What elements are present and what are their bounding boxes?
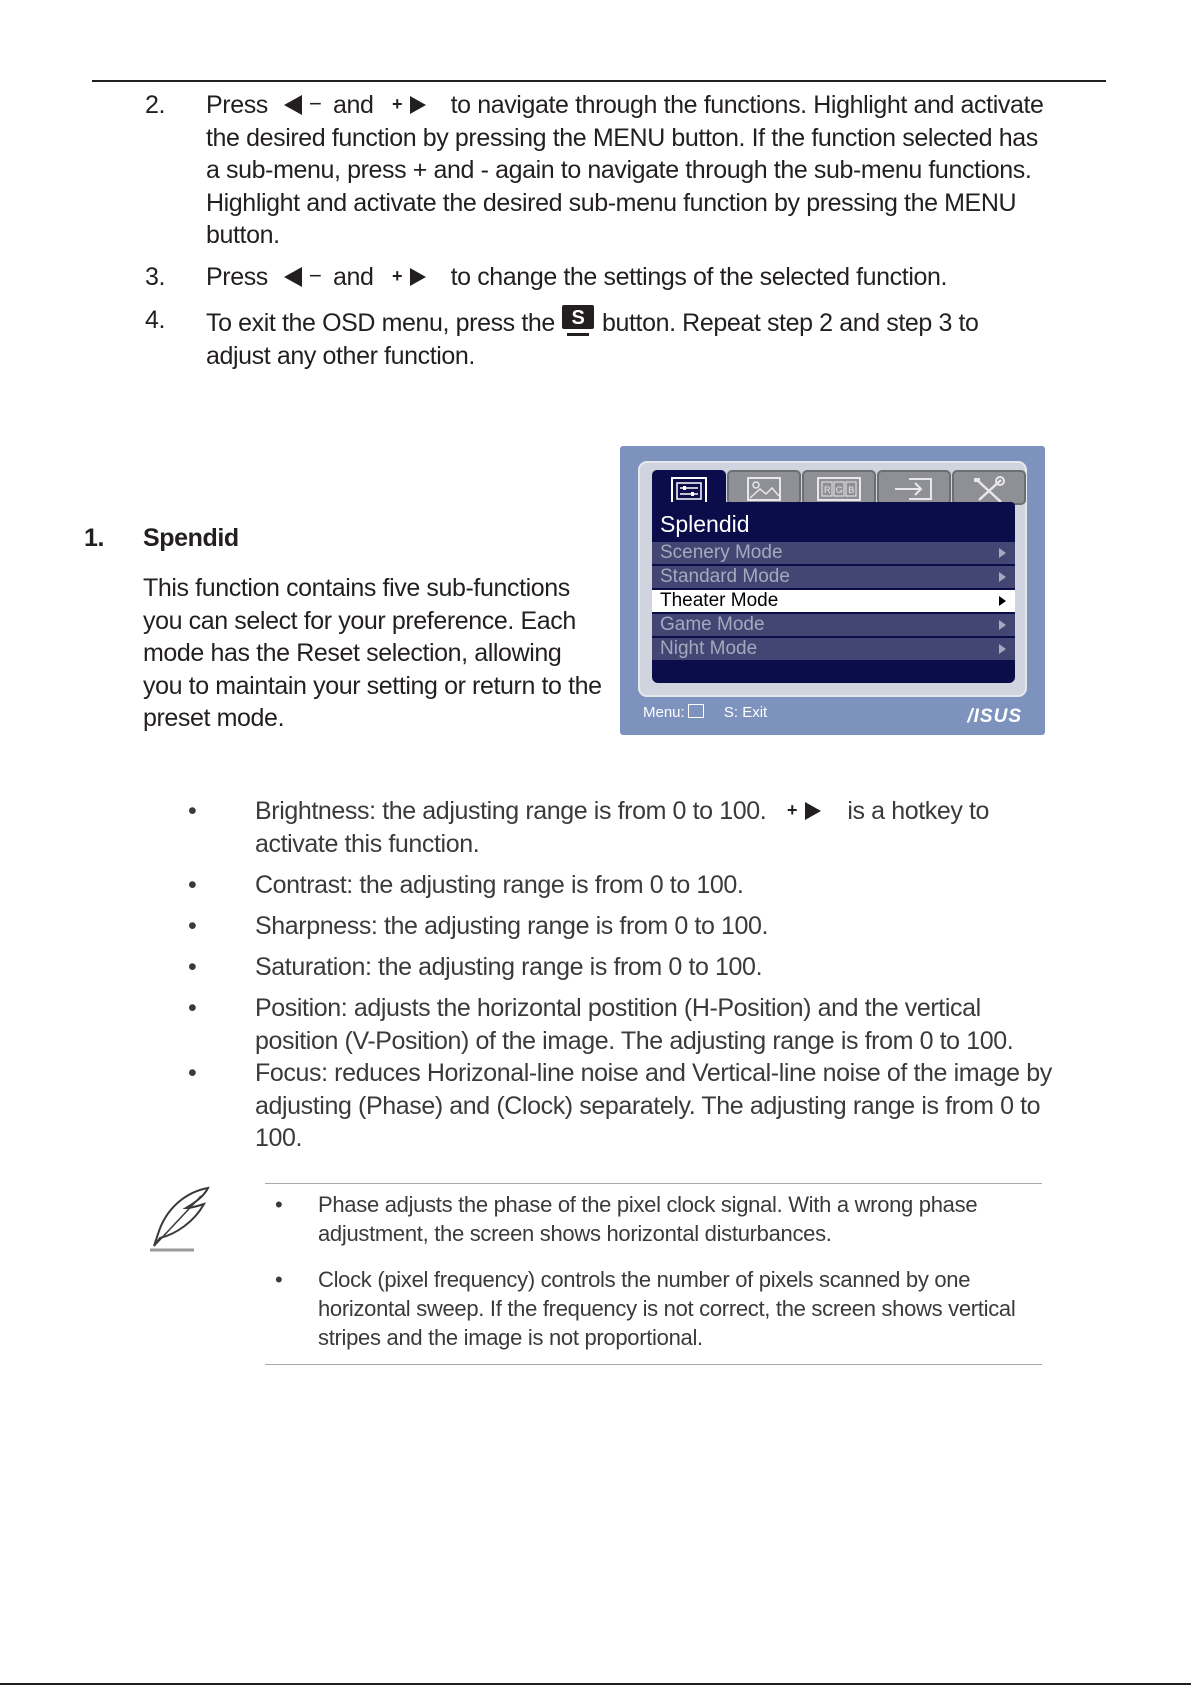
image-icon xyxy=(746,476,782,502)
svg-text:−: − xyxy=(309,93,322,116)
osd-item-night-mode[interactable]: Night Mode xyxy=(652,638,1015,660)
step-number: 3. xyxy=(145,263,166,291)
input-icon xyxy=(891,476,937,502)
osd-tab-color xyxy=(802,470,876,505)
chevron-right-icon xyxy=(999,620,1006,630)
rgb-icon xyxy=(816,476,862,502)
osd-item-game-mode[interactable]: Game Mode xyxy=(652,614,1015,636)
left-triangle-icon xyxy=(282,93,322,117)
osd-menu-screenshot xyxy=(620,446,1045,735)
plus-right-key xyxy=(388,265,432,289)
section-title: Spendid xyxy=(143,524,239,552)
svg-text:G: G xyxy=(835,485,843,495)
chevron-right-icon xyxy=(999,596,1006,606)
svg-text:+: + xyxy=(786,800,797,820)
step-text: Press − and + to change the settings of the selected function. xyxy=(206,263,948,291)
minus-left-key xyxy=(282,265,322,289)
svg-text:−: − xyxy=(309,265,322,288)
osd-item-theater-mode[interactable]: Theater Mode xyxy=(652,590,1015,612)
step-number: 2. xyxy=(145,91,166,119)
s-button-icon xyxy=(561,304,595,337)
osd-content xyxy=(652,502,1015,683)
osd-item-scenery-mode[interactable]: Scenery Mode xyxy=(652,542,1015,564)
bullet-contrast: • Contrast: the adjusting range is from 0 to 100. xyxy=(188,871,744,899)
header-rule xyxy=(92,80,1106,82)
svg-text:+: + xyxy=(392,266,403,286)
section-number: 1. xyxy=(84,524,105,552)
bullet-position: • Position: adjusts the horizontal postition (H-Position) and the vertical position (V-Position) of the image. The adjusting range is from 0 to 100. xyxy=(188,994,1014,1055)
bullet-focus: • Focus: reduces Horizonal-line noise and Vertical-line noise of the image by adjusting (Phase) and (Clock) separately. The adjusting range is from 0 to 100. xyxy=(188,1059,1052,1152)
osd-tab-setup xyxy=(952,470,1026,505)
note-divider-top xyxy=(265,1183,1042,1184)
bullet-saturation: • Saturation: the adjusting range is from 0 to 100. xyxy=(188,953,763,981)
osd-item-standard-mode[interactable]: Standard Mode xyxy=(652,566,1015,588)
chevron-right-icon xyxy=(999,644,1006,654)
bullet-sharpness: • Sharpness: the adjusting range is from 0 to 100. xyxy=(188,912,769,940)
svg-text:B: B xyxy=(848,485,854,495)
section-description: This function contains five sub-functions you can select for your preference. Each mode has the Reset selection, allowing you to maintain your setting or return to the preset mode. xyxy=(143,574,602,732)
step-number: 4. xyxy=(145,306,166,334)
note-divider-bottom xyxy=(265,1364,1042,1365)
note-clock: • Clock (pixel frequency) controls the number of pixels scanned by one horizontal sweep. If the frequency is not correct, the screen shows vertical stripes and the image is not proportional. xyxy=(275,1267,1016,1350)
step-3 xyxy=(145,261,1045,294)
osd-panel xyxy=(638,461,1027,697)
plus-right-key xyxy=(388,93,432,117)
plus-right-key xyxy=(783,799,827,823)
step-text: Press − and + to navigate through the functions. Highlight and activate the desired function by pressing the MENU button. If the function selected has a sub-menu, press + and - again to navigate through the sub-menu functions. Highlight and activate the desired sub-menu function by pressing the MENU button. xyxy=(206,91,1044,249)
step-2 xyxy=(145,89,1045,252)
step-4 xyxy=(145,304,1045,372)
osd-title: Splendid xyxy=(660,511,750,537)
svg-text:R: R xyxy=(823,485,831,495)
step-text: To exit the OSD menu, press the S button. Repeat step 2 and step 3 to adjust any other function. xyxy=(206,304,1045,372)
asus-logo: /ISUS xyxy=(967,706,1022,727)
chevron-right-icon xyxy=(999,572,1006,582)
feather-pen-icon xyxy=(146,1186,216,1254)
left-triangle-icon xyxy=(282,265,322,289)
svg-text:+: + xyxy=(392,94,403,114)
osd-tab-image xyxy=(727,470,801,505)
osd-tab-input xyxy=(877,470,951,505)
chevron-right-icon xyxy=(999,548,1006,558)
svg-text:S: S xyxy=(571,307,585,329)
right-triangle-icon xyxy=(388,93,432,117)
bullet-brightness: • Brightness: the adjusting range is from 0 to 100. + is a hotkey to activate this function. xyxy=(188,797,990,858)
right-triangle-icon xyxy=(783,799,827,823)
minus-left-key xyxy=(282,93,322,117)
menu-enter-icon xyxy=(688,704,704,718)
right-triangle-icon xyxy=(388,265,432,289)
tools-icon xyxy=(969,476,1009,504)
note-phase: • Phase adjusts the phase of the pixel clock signal. With a wrong phase adjustment, the screen shows horizontal disturbances. xyxy=(275,1192,978,1246)
osd-footer: Menu: S: Exit xyxy=(643,704,768,721)
